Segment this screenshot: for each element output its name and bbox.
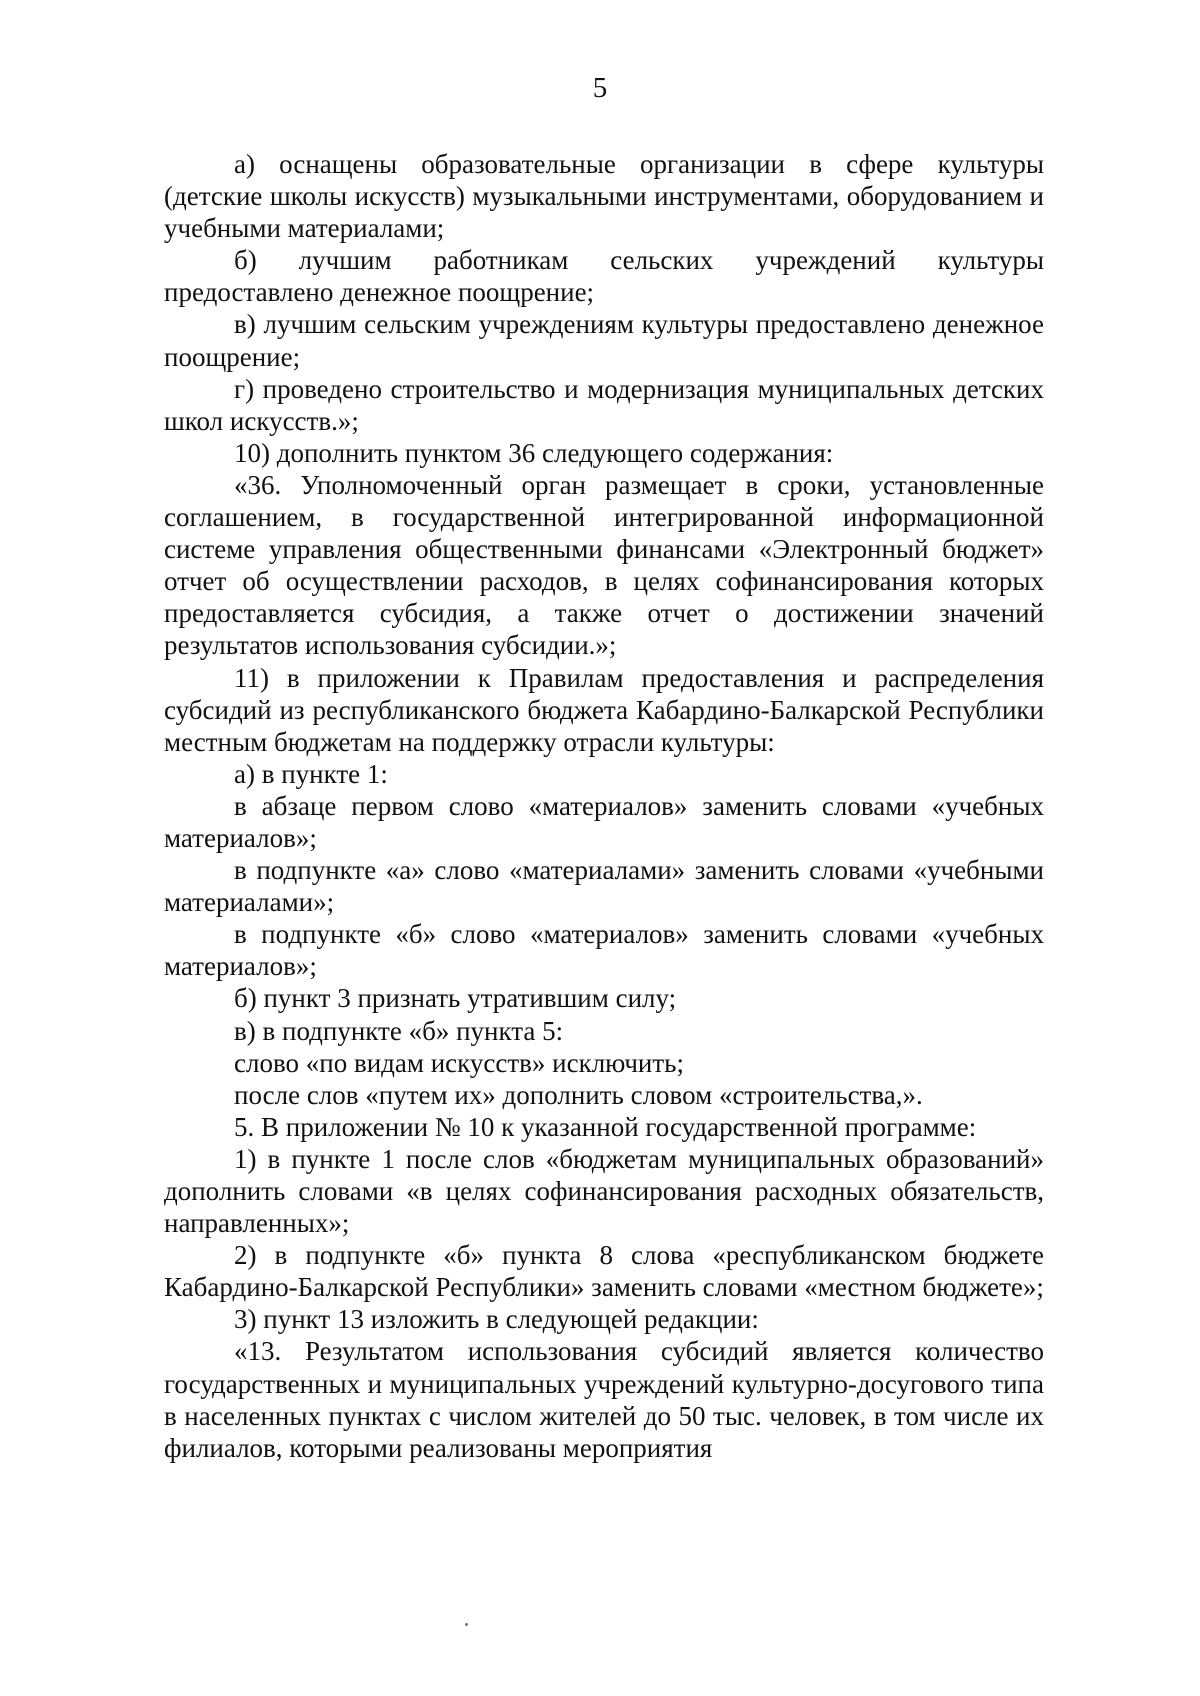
paragraph: после слов «путем их» дополнить словом «строительства,». xyxy=(234,1079,923,1110)
paragraph: 5. В приложении № 10 к указанной государственной программе: xyxy=(234,1111,977,1142)
paragraph: в подпункте «а» слово «материалами» заменить словами «учебными материалами»; xyxy=(164,855,1044,918)
paragraph: в абзаце первом слово «материалов» заменить словами «учебных материалов»; xyxy=(164,790,1044,853)
paragraph: слово «по видам искусств» исключить; xyxy=(234,1047,684,1078)
paragraph: в) в подпункте «б» пункта 5: xyxy=(234,1015,564,1046)
paragraph: б) пункт 3 признать утратившим силу; xyxy=(234,983,677,1014)
scan-speck xyxy=(465,1623,468,1626)
paragraph: 1) в пункте 1 после слов «бюджетам муниципальных образований» дополнить словами «в целях софинансирования расходных обязательств, направленных»; xyxy=(164,1143,1044,1239)
page-number: 5 xyxy=(592,72,608,104)
paragraph: а) в пункте 1: xyxy=(234,758,388,789)
paragraph: а) оснащены образовательные организации в сфере культуры (детские школы искусств) музыкальными инструментами, оборудованием и учебными материалами; xyxy=(164,149,1044,244)
document-text xyxy=(164,148,1044,1464)
paragraph: 3) пункт 13 изложить в следующей редакции: xyxy=(234,1304,759,1335)
paragraph: «36. Уполномоченный орган размещает в сроки, установленные соглашением, в государственной интегрированной информационной системе управления общественными финансами «Электронный бюджет» отчет об осуществлении расходов, в целях софинансирования которых предоставляется субсидия, а также отчет о достижении значений результатов использования субсидии.»; xyxy=(164,469,1044,661)
paragraph: 11) в приложении к Правилам предоставления и распределения субсидий из республиканского бюджета Кабардино-Балкарской Республики местным бюджетам на поддержку отрасли культуры: xyxy=(164,662,1044,757)
paragraph: в) лучшим сельским учреждениям культуры предоставлено денежное поощрение; xyxy=(164,309,1044,372)
paragraph: г) проведено строительство и модернизация муниципальных детских школ искусств.»; xyxy=(164,373,1044,436)
paragraph: 2) в подпункте «б» пункта 8 слова «республиканском бюджете Кабардино-Балкарской Республики» заменить словами «местном бюджете»; xyxy=(164,1240,1044,1303)
paragraph: «13. Результатом использования субсидий является количество государственных и муниципальных учреждений культурно-досугового типа в населенных пунктах с числом жителей до 50 тыс. человек, в том числе их филиалов, которыми реализованы мероприятия xyxy=(164,1336,1044,1463)
paragraph: б) лучшим работникам сельских учреждений культуры предоставлено денежное поощрение; xyxy=(164,245,1044,308)
paragraph: 10) дополнить пунктом 36 следующего содержания: xyxy=(234,437,834,468)
paragraph: в подпункте «б» слово «материалов» заменить словами «учебных материалов»; xyxy=(164,919,1044,982)
